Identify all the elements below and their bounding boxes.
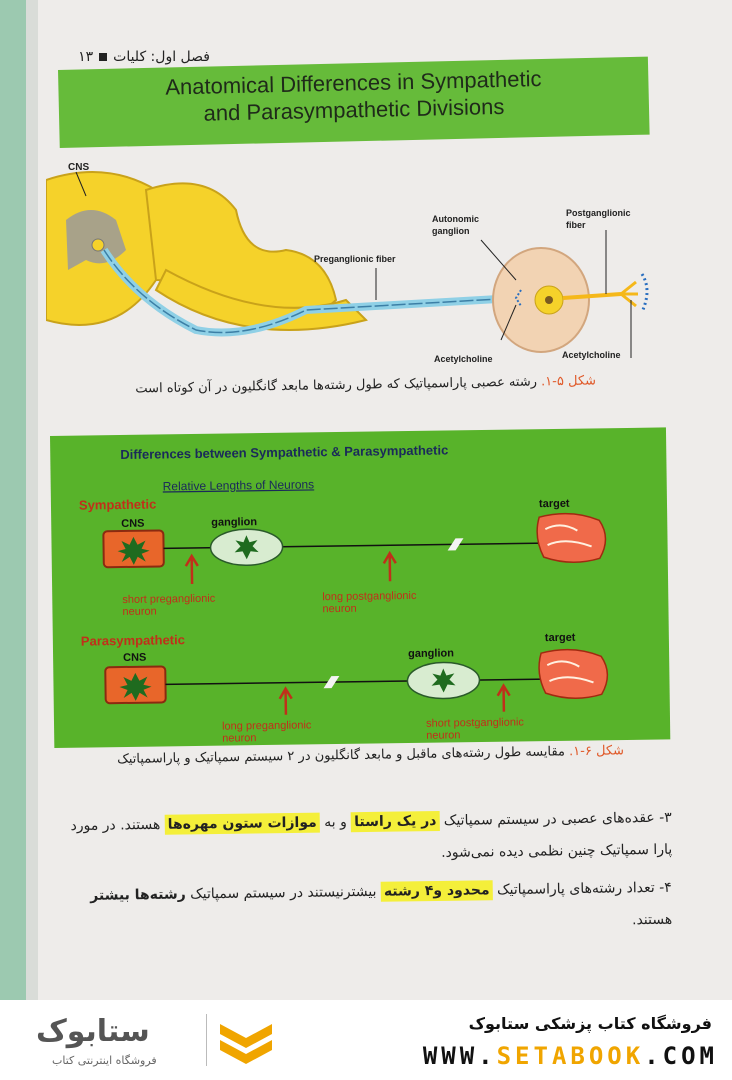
figure2-title: Differences between Sympathetic & Parasympathetic [120,442,449,463]
sympathetic-target-label: target [538,497,570,511]
parasympathetic-ganglion-label: ganglion [407,647,454,661]
header-square-icon [99,53,107,61]
store-logo-subtitle: فروشگاه اینترنتی کتاب [52,1054,157,1067]
parasympathetic-target-label: target [544,631,576,645]
paragraph-4 [57,872,673,945]
p3-part3: هستند. در مورد پارا سمپاتیک چنین نظمی دیده نمی‌شود. [70,816,673,861]
parasympathetic-post-label-1: short postganglionic [425,716,524,730]
sympathetic-cns-label: CNS [121,517,145,531]
chapter-title: فصل اول: کلیات [113,49,210,65]
figure1-title-line1: Anatomical Differences in Sympathetic [165,66,542,100]
store-url[interactable] [423,1042,718,1070]
parasympathetic-post-label-2: neuron [426,729,461,742]
store-url-suffix: .COM [644,1042,718,1070]
p3-highlight-1: در یک راستا [351,811,439,832]
sympathetic-post-label-1: long postganglionic [322,589,417,604]
parasympathetic-label: Parasympathetic [80,632,186,649]
parasympathetic-target-organ-icon [539,649,608,699]
p3-highlight-2: موازات ستون مهره‌ها [165,813,320,835]
sympathetic-pre-label-1: short preganglionic [122,592,216,607]
figure2-diagram [50,427,670,748]
p4-part2: بیشترنیستند در سیستم سمپاتیک [185,883,381,903]
autonomic-ganglion-icon [493,248,589,352]
paragraph-3 [57,802,673,875]
sympathetic-pre-label-2: neuron [122,605,157,619]
sympathetic-label: Sympathetic [78,496,157,513]
store-logo-text: ستابوک [36,1014,150,1049]
acetylcholine-label-left: Acetylcholine [434,354,493,364]
sympathetic-pre-arrow-icon [186,556,198,584]
sympathetic-post-arrow-icon [384,553,396,581]
figure1-illustration [46,150,686,380]
acetylcholine-label-right: Acetylcholine [562,350,621,360]
p4-bold-1: رشته‌ها بیشتر [90,886,186,904]
figure2-caption-number: شکل ۶-۱. [568,743,625,760]
sympathetic-target-organ-icon [537,513,606,563]
preganglionic-label: Preganglionic fiber [314,254,396,264]
figure2-caption [84,743,624,767]
store-name: فروشگاه کتاب پزشکی ستابوک [468,1014,712,1033]
autonomic-label-1: Autonomic [432,214,479,224]
parasympathetic-post-arrow-icon [498,686,510,712]
parasympathetic-pre-label-2: neuron [222,732,257,745]
parasympathetic-pre-label-1: long preganglionic [221,719,312,733]
postganglionic-label-1: Postganglionic [566,208,631,218]
store-url-prefix: WWW. [422,1042,497,1070]
logo-divider [206,1014,207,1066]
autonomic-label-2: ganglion [432,226,470,236]
parasympathetic-pre-arrow-icon [280,689,292,715]
figure2-subtitle: Relative Lengths of Neurons [162,477,315,494]
parasympathetic-cns-label: CNS [123,651,147,665]
figure1-caption-number: شکل ۵-۱. [540,373,597,390]
store-url-domain: SETABOOK [496,1042,645,1070]
store-logo-chevron-icon [218,1022,274,1064]
postganglionic-label-2: fiber [566,220,586,230]
parasympathetic-neuron-line [165,679,573,685]
figure2-caption-text: مقایسه طول رشته‌های ماقبل و مابعد گانگلیون در ۲ سیستم سمپاتیک و پاراسمپاتیک [117,744,566,768]
p3-part1: ۳- عقده‌های عصبی در سیستم سمپاتیک [439,809,672,829]
page-number: ۱۳ [78,49,94,65]
p4-part3: هستند. [631,911,673,929]
cns-label: CNS [68,162,90,173]
page-gutter [26,0,38,1000]
p4-highlight-1: محدود و۴ رشته [381,880,493,902]
book-spine-edge [0,0,26,1000]
figure1-title [58,63,649,130]
p4-part1: ۴- تعداد رشته‌های پاراسمپاتیک [492,879,672,899]
figure1-caption-text: رشته عصبی پاراسمپاتیک که طول رشته‌ها مابعد گانگلیون در آن کوتاه است [135,374,538,397]
p3-part2: و به [319,814,352,831]
store-footer [0,1000,732,1080]
figure1-title-bar [58,57,650,148]
figure1-title-line2: and Parasympathetic Divisions [203,93,505,126]
sympathetic-ganglion-label: ganglion [211,516,258,529]
sympathetic-post-label-2: neuron [322,602,357,616]
